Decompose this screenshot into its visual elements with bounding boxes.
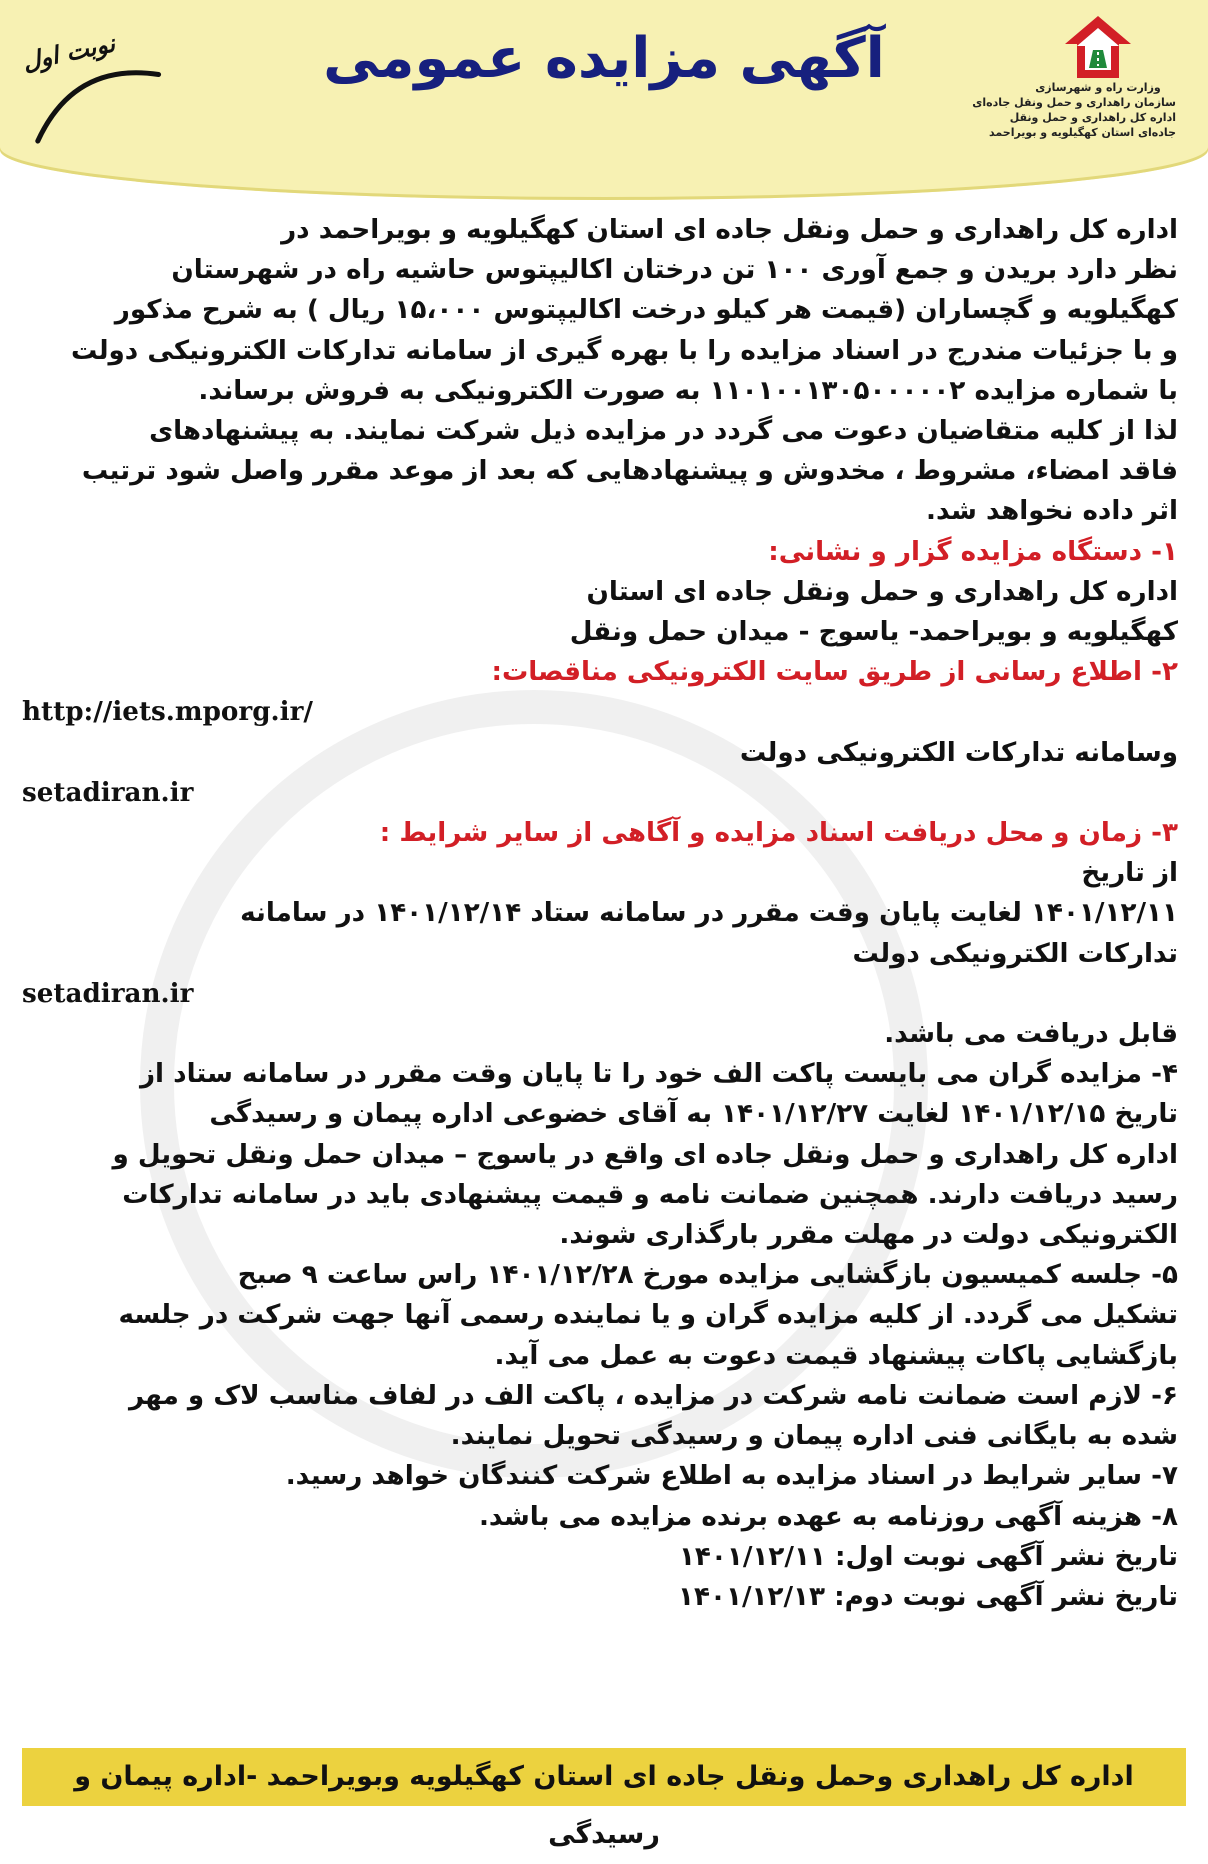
intro-line: کهگیلویه و گچساران (قیمت هر کیلو درخت اکالیپتوس ۱۵،۰۰۰ ریال ) به شرح مذکور xyxy=(114,295,1178,326)
item-line: رسید دریافت دارند. همچنین ضمانت نامه و قیمت پیشنهادی باید در سامانه تدارکات xyxy=(122,1179,1178,1210)
page-title: آگهی مزایده عمومی xyxy=(323,26,885,91)
first-publication-date: تاریخ نشر آگهی نوبت اول: ۱۴۰۱/۱۲/۱۱ xyxy=(678,1541,1178,1572)
item-8 xyxy=(22,1497,1178,1537)
item-line: ۵- جلسه کمیسیون بازگشایی مزایده مورخ ۱۴۰۱/۱۲/۲۸ راس ساعت ۹ صبح xyxy=(237,1260,1178,1291)
notice-body xyxy=(22,210,1178,1617)
intro-line: با شماره مزایده ۱۱۰۱۰۰۱۳۰۵۰۰۰۰۰۲ به صورت الکترونیکی به فروش برساند. xyxy=(198,375,1178,406)
section-2-line xyxy=(22,652,1178,732)
logo-line-3: اداره کل راهداری و حمل ونقل xyxy=(1009,111,1176,124)
section-3 xyxy=(22,813,1178,1054)
section-3-line xyxy=(22,813,1178,893)
publication-dates xyxy=(22,1537,1178,1617)
item-line: تشکیل می گردد. از کلیه مزایده گران و یا نماینده رسمی آنها جهت شرکت در جلسه xyxy=(118,1300,1178,1331)
section-3-text: قابل دریافت می باشد. xyxy=(884,1019,1178,1050)
section-3-line xyxy=(22,934,1178,1055)
section-3-text: تدارکات الکترونیکی دولت xyxy=(852,938,1178,969)
item-line: بازگشایی پاکات پیشنهاد قیمت دعوت به عمل می آید. xyxy=(494,1340,1178,1371)
section-1-text: اداره کل راهداری و حمل ونقل جاده ای استان xyxy=(586,576,1178,607)
item-line: الکترونیکی دولت در مهلت مقرر بارگذاری شوند. xyxy=(559,1220,1178,1251)
section-1-heading: ۱- دستگاه مزایده گزار و نشانی: xyxy=(768,536,1178,567)
iets-link[interactable]: http://iets.mporg.ir/ xyxy=(22,696,313,728)
section-3-line: ۱۴۰۱/۱۲/۱۱ لغایت پایان وقت مقرر در سامانه ستاد ۱۴۰۱/۱۲/۱۴ در سامانه xyxy=(240,898,1178,929)
item-7 xyxy=(22,1456,1178,1496)
section-2 xyxy=(22,652,1178,813)
section-1 xyxy=(22,532,1178,653)
section-3-heading: ۳- زمان و محل دریافت اسناد مزایده و آگاهی از سایر شرایط : xyxy=(379,818,1178,849)
logo-line-4: جاده‌ای استان کهگیلویه و بویراحمد xyxy=(989,126,1176,139)
item-line: شده به بایگانی فنی اداره پیمان و رسیدگی تحویل نمایند. xyxy=(450,1421,1178,1452)
footer-banner: اداره کل راهداری وحمل ونقل جاده ای استان کهگیلویه وبویراحمد -اداره پیمان و رسیدگی xyxy=(22,1748,1186,1806)
intro-line: اثر داده نخواهد شد. xyxy=(926,496,1178,527)
intro-line: نظر دارد بریدن و جمع آوری ۱۰۰ تن درختان اکالیپتوس حاشیه راه در شهرستان xyxy=(171,255,1178,286)
item-line: ۶- لازم است ضمانت نامه شرکت در مزایده ، پاکت الف در لفاف مناسب لاک و مهر xyxy=(129,1380,1178,1411)
logo-line-2: سازمان راهداری و حمل ونقل جاده‌ای xyxy=(972,96,1176,109)
item-line: ۴- مزایده گران می بایست پاکت الف خود را تا پایان وقت مقرر در سامانه ستاد از xyxy=(139,1059,1178,1090)
intro-line: فاقد امضاء، مشروط ، مخدوش و پیشنهادهایی که بعد از موعد مقرر واصل شود ترتیب xyxy=(81,456,1178,487)
section-2-text: وسامانه تدارکات الکترونیکی دولت xyxy=(739,737,1178,768)
edition-badge-label: نوبت اول xyxy=(20,29,118,77)
intro-line: لذا از کلیه متقاضیان دعوت می گردد در مزایده ذیل شرکت نمایند. به پیشنهادهای xyxy=(149,416,1178,447)
logo-line-1: وزارت راه و شهرسازی xyxy=(1035,81,1161,94)
intro-line: و با جزئیات مندرج در اسناد مزایده را با بهره گیری از سامانه تدارکات الکترونیکی دولت xyxy=(70,335,1178,366)
item-4 xyxy=(22,1054,1178,1255)
section-2-line xyxy=(22,733,1178,813)
section-1-line: کهگیلویه و بویراحمد- یاسوج - میدان حمل ونقل xyxy=(569,617,1178,648)
item-line: اداره کل راهداری و حمل ونقل جاده ای واقع در یاسوج – میدان حمل ونقل تحویل و xyxy=(112,1139,1178,1170)
item-5 xyxy=(22,1255,1178,1376)
intro-line: اداره کل راهداری و حمل ونقل جاده ای استان کهگیلویه و بویراحمد در xyxy=(281,215,1178,245)
section-2-heading: ۲- اطلاع رسانی از طریق سایت الکترونیکی مناقصات: xyxy=(491,657,1178,688)
setadiran-link[interactable]: setadiran.ir xyxy=(22,776,194,808)
item-line: تاریخ ۱۴۰۱/۱۲/۱۵ لغایت ۱۴۰۱/۱۲/۲۷ به آقای خضوعی اداره پیمان و رسیدگی xyxy=(209,1099,1178,1130)
setadiran-link[interactable]: setadiran.ir xyxy=(22,977,194,1009)
second-publication-date: تاریخ نشر آگهی نوبت دوم: ۱۴۰۱/۱۲/۱۳ xyxy=(678,1581,1178,1612)
item-6 xyxy=(22,1376,1178,1456)
intro-paragraph xyxy=(22,210,1178,532)
section-1-line xyxy=(22,532,1178,612)
item-line: ۸- هزینه آگهی روزنامه به عهده برنده مزایده می باشد. xyxy=(478,1501,1178,1532)
section-3-text: از تاریخ xyxy=(1081,858,1178,889)
item-line: ۷- سایر شرایط در اسناد مزایده به اطلاع شرکت کنندگان خواهد رسید. xyxy=(285,1461,1178,1492)
